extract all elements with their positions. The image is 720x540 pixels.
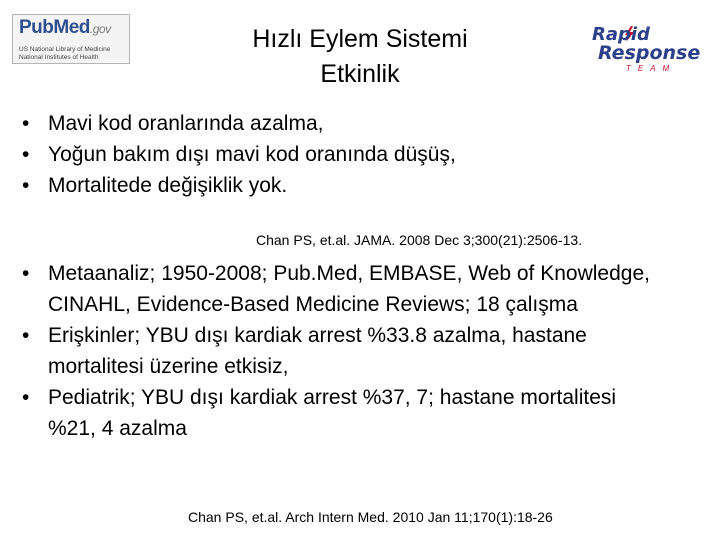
list-item: • Yoğun bakım dışı mavi kod oranında düşüş,	[22, 139, 662, 170]
pubmed-logo	[12, 14, 130, 64]
pubmed-subtitle-nih: National Institutes of Health	[19, 54, 99, 61]
pubmed-wordmark	[19, 17, 111, 39]
pubmed-suffix: .gov	[89, 22, 111, 36]
list-item: • Erişkinler; YBU dışı kardiak arrest %33.8 azalma, hastane mortalitesi üzerine etkisiz,	[22, 320, 662, 382]
pubmed-name: PubMed	[19, 17, 90, 38]
logo-text-team: TEAM	[626, 64, 677, 73]
list-item: • Metaanaliz; 1950-2008; Pub.Med, EMBASE, Web of Knowledge, CINAHL, Evidence-Based Medicine Reviews; 18 çalışma	[22, 258, 662, 320]
bullet-list-2	[22, 258, 662, 444]
citation-jama: Chan PS, et.al. JAMA. 2008 Dec 3;300(21):2506-13.	[256, 232, 583, 248]
list-item: • Mortalitede değişiklik yok.	[22, 170, 662, 201]
citation-arch-intern-med: Chan PS, et.al. Arch Intern Med. 2010 Jan 11;170(1):18-26	[188, 509, 553, 525]
list-item: • Mavi kod oranlarında azalma,	[22, 108, 662, 139]
slide-title-line-2: Etkinlik	[320, 60, 400, 88]
slide-title-line-1: Hızlı Eylem Sistemi	[252, 25, 468, 53]
logo-text-rapid: Rapid	[592, 24, 650, 45]
logo-text-response: Response	[598, 42, 701, 64]
bullet-list-1	[22, 108, 662, 201]
pubmed-subtitle-nlm: US National Library of Medicine	[19, 46, 111, 53]
slide-title	[180, 22, 540, 92]
rapid-response-team-logo	[588, 22, 700, 80]
list-item: • Pediatrik; YBU dışı kardiak arrest %37, 7; hastane mortalitesi %21, 4 azalma	[22, 382, 662, 444]
